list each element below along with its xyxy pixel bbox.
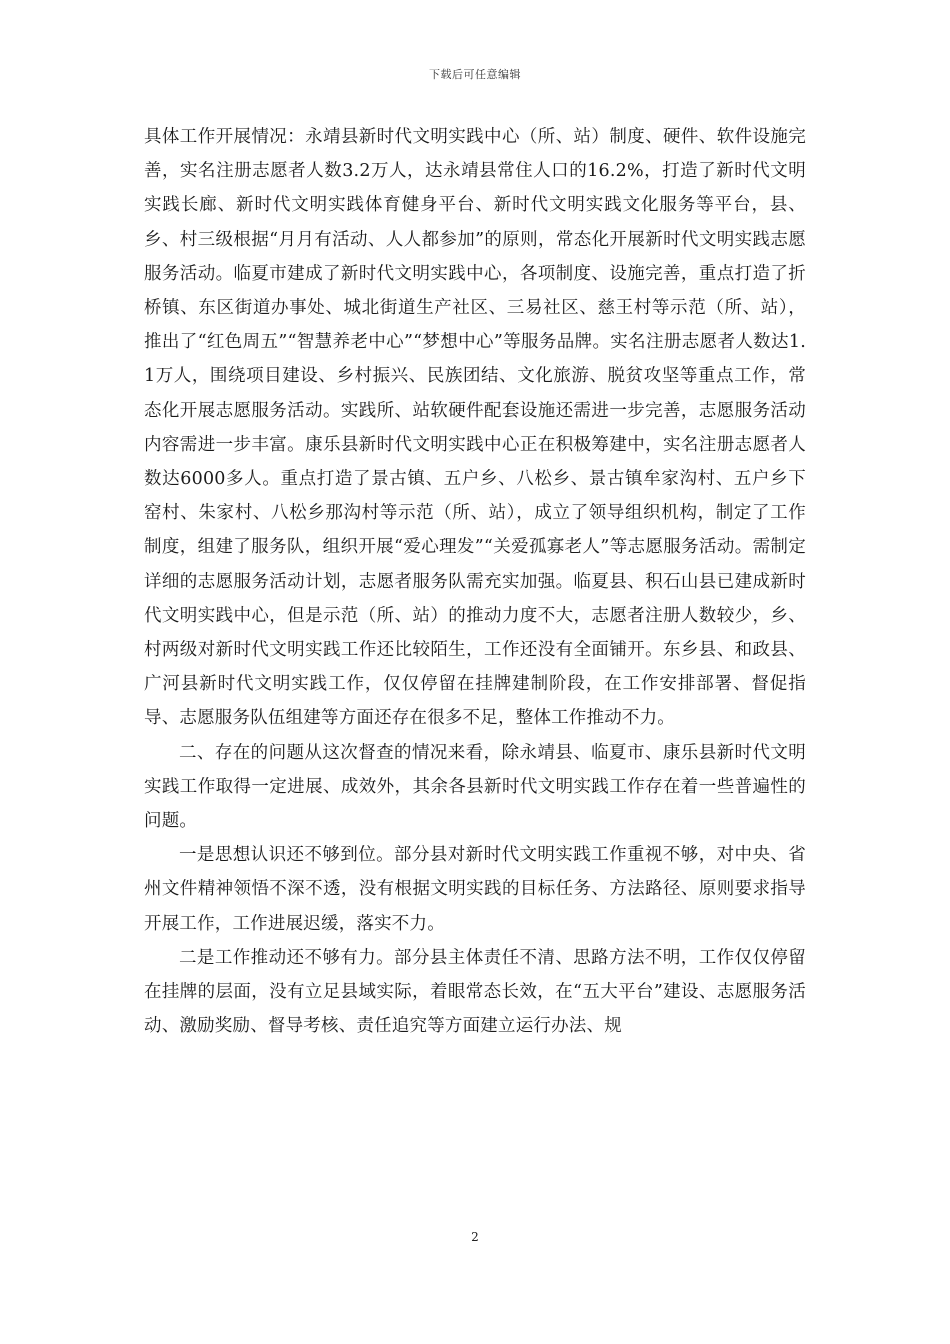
paragraph-work-status: 具体工作开展情况：永靖县新时代文明实践中心（所、站）制度、硬件、软件设施完善，实名注册志愿者人数3.2万人，达永靖县常住人口的16.2%，打造了新时代文明实践长廊、新时代文明实践体育健身平台、新时代文明实践文化服务等平台，县、乡、村三级根据“月月有活动、人人都参加”的原则，常态化开展新时代文明实践志愿服务活动。临夏市建成了新时代文明实践中心，各项制度、设施完善，重点打造了折桥镇、东区街道办事处、城北街道生产社区、三易社区、慈王村等示范（所、站），推出了“红色周五”“智慧养老中心”“梦想中心”等服务品牌。实名注册志愿者人数达1.1万人，围绕项目建设、乡村振兴、民族团结、文化旅游、脱贫攻坚等重点工作，常态化开展志愿服务活动。实践所、站软硬件配套设施还需进一步完善，志愿服务活动内容需进一步丰富。康乐县新时代文明实践中心正在积极筹建中，实名注册志愿者人数达6000多人。重点打造了景古镇、五户乡、八松乡、景古镇牟家沟村、五户乡下窑村、朱家村、八松乡那沟村等示范（所、站），成立了领导组织机构，制定了工作制度，组建了服务队，组织开展“爱心理发”“关爱孤寡老人”等志愿服务活动。需制定详细的志愿服务活动计划，志愿者服务队需充实加强。临夏县、积石山县已建成新时代文明实践中心，但是示范（所、站）的推动力度不大，志愿者注册人数较少，乡、村两级对新时代文明实践工作还比较陌生，工作还没有全面铺开。东乡县、和政县、广河县新时代文明实践工作，仅仅停留在挂牌建制阶段，在工作安排部署、督促指导、志愿服务队伍组建等方面还存在很多不足，整体工作推动不力。 bbox=[144, 127, 806, 729]
paragraph-work-promotion: 二是工作推动还不够有力。部分县主体责任不清、思路方法不明，工作仅仅停留在挂牌的层面，没有立足县域实际，着眼常态长效，在“五大平台”建设、志愿服务活动、激励奖励、督导考核、责任追究等方面建立运行办法、规 bbox=[144, 947, 806, 1037]
paragraph-existing-problems: 二、存在的问题从这次督查的情况来看，除永靖县、临夏市、康乐县新时代文明实践工作取得一定进展、成效外，其余各县新时代文明实践工作存在着一些普遍性的问题。 bbox=[144, 742, 806, 832]
document-body bbox=[144, 120, 806, 1043]
page-header: 下载后可任意编辑 bbox=[429, 68, 521, 81]
page-number: 2 bbox=[471, 1230, 479, 1244]
paragraph-ideological-awareness: 一是思想认识还不够到位。部分县对新时代文明实践工作重视不够，对中央、省州文件精神领悟不深不透，没有根据文明实践的目标任务、方法路径、原则要求指导开展工作，工作进展迟缓，落实不力。 bbox=[144, 845, 806, 934]
